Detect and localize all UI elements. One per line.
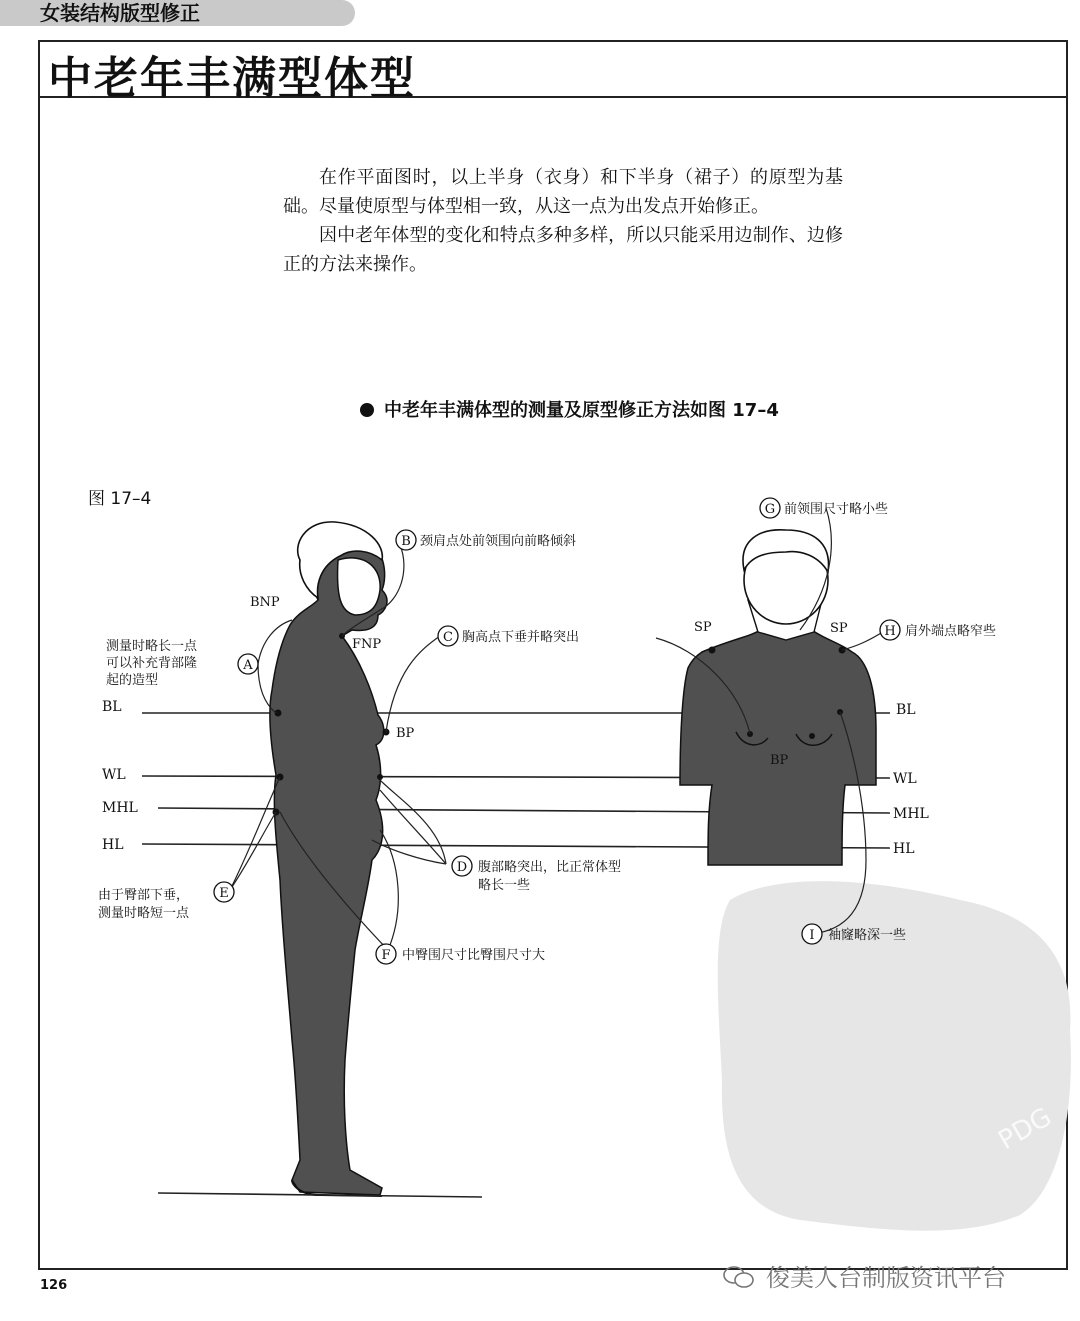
callout-e	[98, 882, 234, 921]
hl-label-right: HL	[893, 841, 915, 857]
callout-g-letter: G	[764, 502, 776, 517]
footer-source-text: 俊美人台制版资讯平台	[766, 1264, 1006, 1292]
callout-a-text-1: 测量时略长一点	[106, 639, 198, 654]
callout-d-text-1: 腹部略突出，比正常体型	[478, 860, 622, 875]
callout-c-letter: C	[443, 630, 453, 645]
callout-c	[438, 626, 579, 646]
intro-paragraph-1: 在作平面图时，以上半身（衣身）和下半身（裙子）的原型为基础。尽量使原型与体型相一致，从这一点为出发点开始修正。	[283, 167, 843, 217]
callout-a	[106, 638, 258, 688]
callout-a-letter: A	[243, 658, 253, 673]
wl-label-right: WL	[893, 771, 917, 787]
sp-label-left: SP	[694, 620, 712, 635]
callout-h-text: 肩外端点略窄些	[905, 624, 997, 639]
watermark-text: PDG	[993, 1102, 1057, 1157]
callout-f-letter: F	[381, 948, 391, 963]
hl-label-left: HL	[102, 837, 124, 853]
callout-f-text: 中臀围尺寸比臀围尺寸大	[402, 948, 546, 963]
callout-a-text-2: 可以补充背部隆	[106, 656, 198, 671]
wl-label-left: WL	[102, 767, 126, 783]
callout-g-text: 前领围尺寸略小些	[784, 502, 889, 517]
mhl-label-right: MHL	[893, 806, 929, 822]
page-number: 126	[40, 1278, 68, 1293]
bl-label-left: BL	[102, 699, 122, 715]
footer-source	[722, 1258, 1006, 1293]
callout-e-text-2: 测量时略短一点	[98, 906, 190, 921]
callout-h	[880, 620, 996, 640]
callout-i-letter: I	[809, 928, 815, 943]
callout-c-text: 胸高点下垂并略突出	[462, 630, 580, 645]
bp-label-front: BP	[770, 753, 789, 768]
callout-h-letter: H	[884, 624, 896, 639]
callout-g	[760, 498, 888, 518]
callout-f	[376, 944, 545, 964]
running-header-text: 女装结构版型修正	[40, 1, 200, 25]
callout-e-text-1: 由于臀部下垂，	[98, 888, 190, 903]
callout-a-text-3: 起的造型	[106, 673, 159, 688]
callout-d	[452, 856, 621, 893]
page-title: 中老年丰满型体型	[48, 53, 416, 104]
section-heading-text: 中老年丰满体型的测量及原型修正方法如图 17–4	[384, 400, 779, 421]
fnp-label: FNP	[352, 637, 382, 652]
side-view-figure	[158, 522, 482, 1197]
bl-label-right: BL	[896, 702, 916, 718]
callout-d-text-2: 略长一些	[478, 878, 531, 893]
callout-i-text: 袖窿略深一些	[828, 928, 907, 943]
callout-b-letter: B	[401, 534, 411, 549]
mhl-label-left: MHL	[102, 800, 138, 816]
figure-label: 图 17–4	[88, 489, 152, 509]
callout-b-text: 颈肩点处前领围向前略倾斜	[420, 534, 577, 549]
chat-bubble-icon	[722, 1266, 756, 1288]
bnp-label: BNP	[250, 595, 280, 610]
sp-label-right: SP	[830, 621, 848, 636]
callout-d-letter: D	[456, 860, 468, 875]
front-view-figure	[680, 530, 876, 865]
bp-label-side: BP	[396, 726, 415, 741]
intro-paragraph-2: 因中老年体型的变化和特点多种多样，所以只能采用边制作、边修正的方法来操作。	[283, 225, 843, 275]
callout-e-letter: E	[219, 886, 229, 901]
callout-b	[396, 530, 576, 550]
